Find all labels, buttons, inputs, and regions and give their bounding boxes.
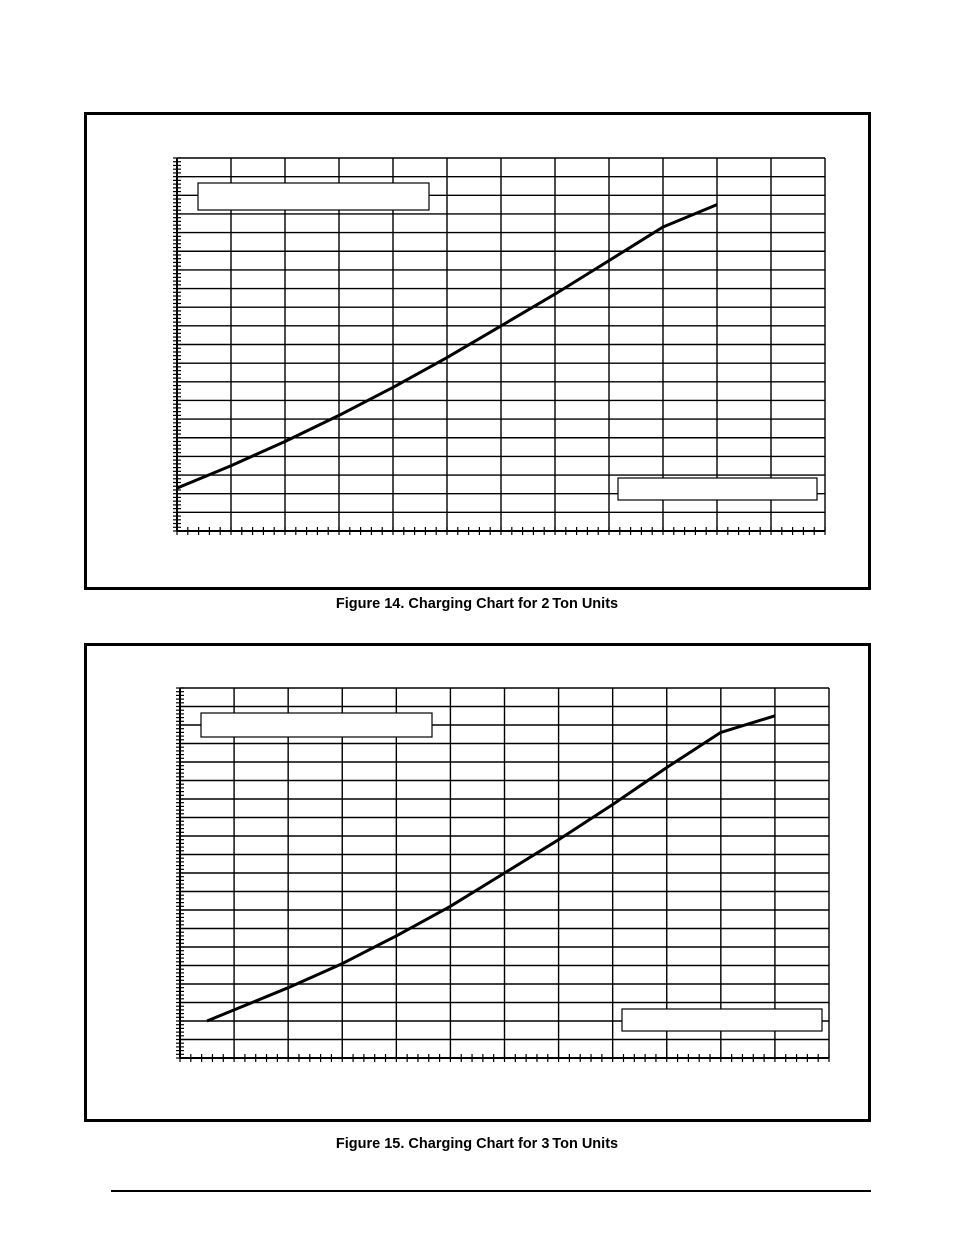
label-box-top-left [198,183,429,210]
label-box-top-left [201,713,432,737]
label-box-bottom-right [622,1009,822,1031]
label-box-bottom-right [618,478,817,500]
figure-15-caption: Figure 15. Charging Chart for 3 Ton Units [335,1136,619,1152]
figure-14-caption: Figure 14. Charging Chart for 2 Ton Units [335,596,619,612]
